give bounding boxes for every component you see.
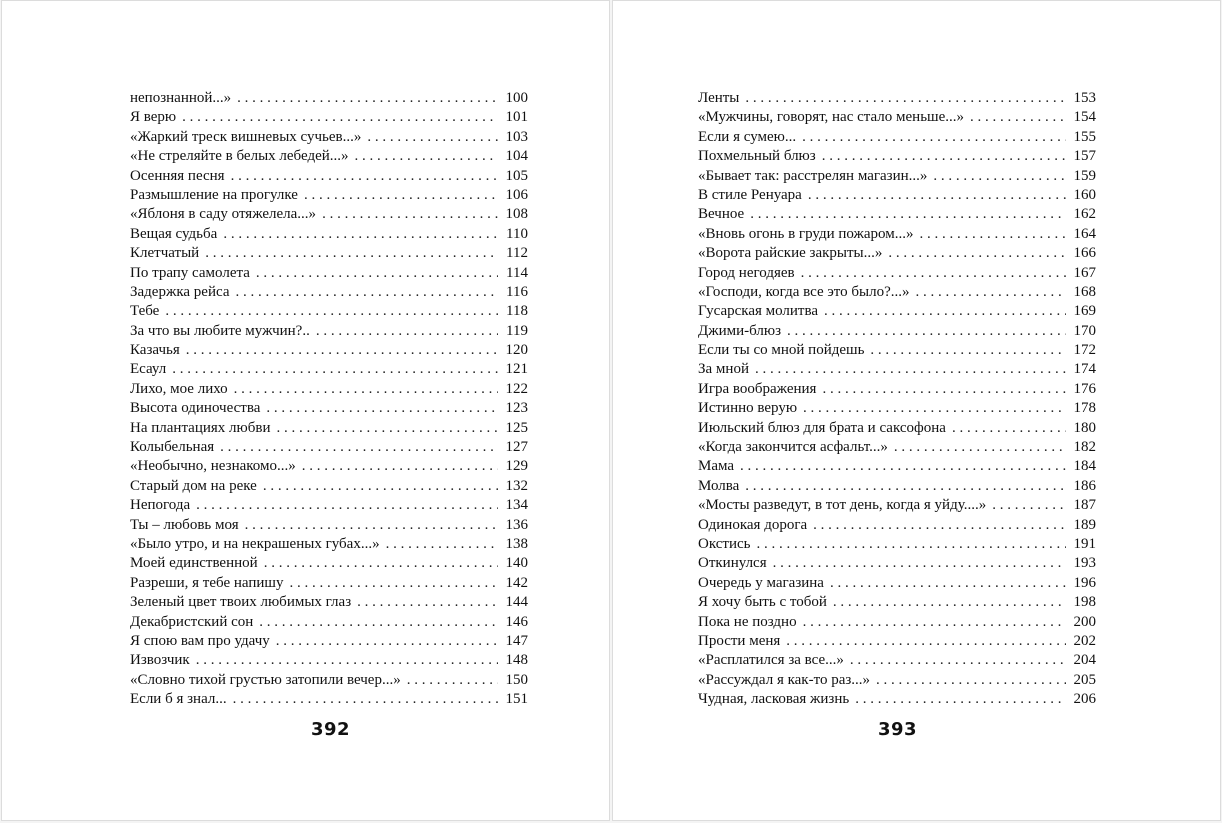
toc-entry-page: 140: [505, 555, 528, 572]
toc-entry-title: Есаул: [130, 361, 167, 378]
toc-entry-page: 182: [1073, 439, 1096, 456]
dot-leader: [822, 380, 1066, 399]
toc-entry: [698, 496, 1096, 515]
dot-leader: [757, 535, 1067, 554]
toc-entry-title: непознанной...»: [130, 90, 232, 106]
toc-entry-title: Одинокая дорога: [698, 516, 808, 533]
dot-leader: [235, 283, 498, 302]
toc-entry-title: «Яблоня в саду отяжелела...»: [130, 206, 317, 223]
dot-leader: [803, 399, 1066, 418]
toc-entry-title: Размышление на прогулке: [130, 186, 298, 203]
toc-entry-page: 178: [1073, 400, 1096, 417]
toc-entry-title: Похмельный блюз: [698, 148, 816, 165]
right-page: [612, 0, 1221, 821]
toc-entry: [698, 341, 1096, 360]
dot-leader: [916, 283, 1066, 302]
toc-entry-title: Откинулся: [698, 555, 767, 572]
toc-entry-title: «Вновь огонь в груди пожаром...»: [698, 225, 914, 242]
toc-entry-title: «Ворота райские закрыты...»: [698, 245, 883, 262]
toc-entry-page: 119: [506, 322, 528, 339]
toc-entry-title: Ты – любовь моя: [130, 516, 239, 533]
toc-entry: [130, 186, 528, 205]
dot-leader: [773, 554, 1066, 573]
toc-entry-title: Высота одиночества: [130, 400, 261, 417]
toc-entry-title: «Не стреляйте в белых лебедей...»: [130, 148, 349, 165]
dot-leader: [237, 89, 498, 108]
toc-entry-title: Вечное: [698, 206, 745, 223]
toc-entry-title: «Было утро, и на некрашеных губах...»: [130, 535, 380, 552]
toc-entry: [698, 89, 1096, 108]
toc-entry: [130, 380, 528, 399]
toc-entry: [130, 613, 528, 632]
toc-entry-page: 105: [505, 167, 528, 184]
toc-entry-page: 116: [506, 283, 528, 300]
toc-entry: [698, 167, 1096, 186]
dot-leader: [316, 322, 498, 341]
toc-entry: [130, 302, 528, 321]
toc-entry-page: 120: [505, 342, 528, 359]
dot-leader: [182, 108, 498, 127]
toc-entry-title: Колыбельная: [130, 439, 215, 456]
toc-entry-page: 148: [505, 652, 528, 669]
dot-leader: [740, 457, 1066, 476]
toc-entry: [698, 380, 1096, 399]
toc-entry-page: 204: [1073, 652, 1096, 669]
dot-leader: [855, 690, 1066, 709]
toc-entry-title: Прости меня: [698, 632, 781, 649]
toc-entry: [698, 360, 1096, 379]
toc-entry: [698, 128, 1096, 147]
dot-leader: [220, 438, 498, 457]
dot-leader: [870, 341, 1066, 360]
toc-entry-page: 147: [505, 632, 528, 649]
toc-entry-title: Я хочу быть с тобой: [698, 594, 827, 611]
dot-leader: [813, 516, 1066, 535]
dot-leader: [992, 496, 1066, 515]
toc-entry-title: За мной: [698, 361, 749, 378]
toc-entry: [130, 360, 528, 379]
toc-entry-title: Молва: [698, 477, 740, 494]
toc-entry-title: Мама: [698, 458, 735, 475]
toc-entry-title: Окстись: [698, 535, 751, 552]
toc-entry-page: 167: [1073, 264, 1096, 281]
toc-entry-page: 108: [505, 206, 528, 223]
toc-entry-page: 155: [1073, 128, 1096, 145]
toc-entry-title: Извозчик: [130, 652, 190, 669]
toc-entry-page: 150: [505, 671, 528, 688]
toc-entry-title: На плантациях любви: [130, 419, 271, 436]
toc-entry-title: Чудная, ласковая жизнь: [698, 691, 850, 708]
toc-entry: [698, 302, 1096, 321]
toc-entry-page: 191: [1073, 535, 1096, 552]
toc-entry-title: «Рассуждал я как-то раз...»: [698, 671, 871, 688]
dot-leader: [801, 264, 1066, 283]
toc-entry-page: 184: [1073, 458, 1096, 475]
toc-entry: [130, 671, 528, 690]
toc-entry-title: Казачья: [130, 342, 180, 359]
toc-entry-title: Очередь у магазина: [698, 574, 824, 591]
toc-entry-page: 106: [505, 186, 528, 203]
toc-entry-page: 129: [505, 458, 528, 475]
toc-entry: [130, 167, 528, 186]
toc-entry-title: Задержка рейса: [130, 283, 230, 300]
dot-leader: [824, 302, 1066, 321]
toc-entry-page: 112: [506, 245, 528, 262]
toc-entry-page: 118: [506, 303, 528, 320]
toc-entry: [698, 147, 1096, 166]
toc-entry: [698, 690, 1096, 709]
toc-entry-title: «Когда закончится асфальт...»: [698, 439, 888, 456]
toc-entry-page: 127: [505, 439, 528, 456]
dot-leader: [970, 108, 1066, 127]
toc-entry-page: 100: [505, 90, 528, 106]
toc-entry: [130, 496, 528, 515]
toc-entry-page: 186: [1073, 477, 1096, 494]
toc-entry: [698, 671, 1096, 690]
toc-entry: [130, 128, 528, 147]
toc-entry: [130, 264, 528, 283]
toc-entry-page: 160: [1073, 186, 1096, 203]
toc-entry-page: 136: [505, 516, 528, 533]
dot-leader: [787, 322, 1066, 341]
toc-entry: [698, 186, 1096, 205]
dot-leader: [196, 651, 498, 670]
toc-entry-page: 101: [505, 109, 528, 126]
toc-entry: [698, 554, 1096, 573]
toc-list-left: [130, 89, 528, 710]
toc-entry: [130, 516, 528, 535]
toc-entry: [698, 225, 1096, 244]
dot-leader: [888, 244, 1066, 263]
toc-entry-page: 153: [1073, 90, 1096, 106]
dot-leader: [745, 89, 1066, 108]
toc-entry-page: 146: [505, 613, 528, 630]
dot-leader: [808, 186, 1066, 205]
toc-entry-page: 110: [506, 225, 528, 242]
toc-entry-title: Истинно верую: [698, 400, 798, 417]
toc-entry-title: «Необычно, незнакомо...»: [130, 458, 296, 475]
toc-entry: [698, 574, 1096, 593]
toc-entry-page: 168: [1073, 283, 1096, 300]
toc-entry: [130, 205, 528, 224]
dot-leader: [802, 128, 1066, 147]
dot-leader: [876, 671, 1066, 690]
toc-entry-page: 162: [1073, 206, 1096, 223]
dot-leader: [233, 690, 498, 709]
dot-leader: [367, 128, 498, 147]
toc-entry-page: 196: [1073, 574, 1096, 591]
dot-leader: [822, 147, 1066, 166]
toc-entry-page: 198: [1073, 594, 1096, 611]
dot-leader: [850, 651, 1066, 670]
dot-leader: [833, 593, 1066, 612]
dot-leader: [933, 167, 1066, 186]
toc-entry: [698, 632, 1096, 651]
dot-leader: [755, 360, 1066, 379]
dot-leader: [165, 302, 498, 321]
toc-entry: [130, 108, 528, 127]
toc-entry-title: Город негодяев: [698, 264, 795, 281]
toc-entry-page: 164: [1073, 225, 1096, 242]
toc-entry: [130, 554, 528, 573]
toc-entry-title: «Мужчины, говорят, нас стало меньше...»: [698, 109, 965, 126]
dot-leader: [276, 632, 498, 651]
dot-leader: [355, 147, 498, 166]
page-number-right: 393: [878, 719, 918, 740]
toc-entry: [698, 419, 1096, 438]
dot-leader: [357, 593, 498, 612]
toc-entry: [130, 574, 528, 593]
toc-entry-title: Если б я знал...: [130, 691, 227, 708]
toc-entry-page: 121: [505, 361, 528, 378]
toc-entry-title: Старый дом на реке: [130, 477, 257, 494]
page-number-left: 392: [311, 719, 351, 740]
toc-entry-page: 134: [505, 497, 528, 514]
toc-entry-title: Игра воображения: [698, 380, 817, 397]
toc-entry: [130, 593, 528, 612]
toc-entry-title: «Словно тихой грустью затопили вечер...»: [130, 671, 401, 688]
toc-entry-title: Я верю: [130, 109, 177, 126]
toc-entry-page: 123: [505, 400, 528, 417]
toc-entry: [698, 244, 1096, 263]
toc-entry-page: 206: [1073, 691, 1096, 708]
dot-leader: [263, 477, 498, 496]
toc-entry: [130, 283, 528, 302]
dot-leader: [920, 225, 1067, 244]
toc-entry: [130, 651, 528, 670]
toc-entry-title: В стиле Ренуара: [698, 186, 802, 203]
toc-entry-title: «Расплатился за все...»: [698, 652, 844, 669]
toc-entry: [130, 399, 528, 418]
dot-leader: [256, 264, 498, 283]
dot-leader: [952, 419, 1066, 438]
toc-entry: [698, 264, 1096, 283]
dot-leader: [750, 205, 1066, 224]
toc-entry-page: 125: [505, 419, 528, 436]
toc-entry-title: За что вы любите мужчин?..: [130, 322, 310, 339]
dot-leader: [745, 477, 1066, 496]
toc-entry-page: 187: [1073, 497, 1096, 514]
toc-entry-title: Если ты со мной пойдешь: [698, 342, 865, 359]
toc-entry-title: Моей единственной: [130, 555, 258, 572]
toc-entry-title: «Мосты разведут, в тот день, когда я уйду....»: [698, 497, 987, 514]
dot-leader: [830, 574, 1066, 593]
toc-entry-page: 151: [505, 691, 528, 708]
toc-entry-title: Гусарская молитва: [698, 303, 819, 320]
toc-entry-title: Ленты: [698, 90, 740, 106]
toc-entry-title: Зеленый цвет твоих любимых глаз: [130, 594, 352, 611]
toc-entry: [130, 322, 528, 341]
toc-entry: [698, 593, 1096, 612]
dot-leader: [196, 496, 498, 515]
toc-entry: [698, 477, 1096, 496]
toc-entry: [130, 690, 528, 709]
dot-leader: [386, 535, 498, 554]
toc-entry-title: «Жаркий треск вишневых сучьев...»: [130, 128, 362, 145]
toc-entry: [698, 457, 1096, 476]
toc-entry-page: 157: [1073, 148, 1096, 165]
toc-entry: [130, 477, 528, 496]
toc-entry-page: 202: [1073, 632, 1096, 649]
toc-entry-title: Я спою вам про удачу: [130, 632, 270, 649]
toc-entry-title: Лихо, мое лихо: [130, 380, 228, 397]
toc-entry: [698, 205, 1096, 224]
toc-entry-page: 114: [506, 264, 528, 281]
toc-entry: [130, 244, 528, 263]
toc-entry: [130, 535, 528, 554]
toc-entry: [698, 322, 1096, 341]
toc-entry-page: 189: [1073, 516, 1096, 533]
toc-entry: [130, 225, 528, 244]
toc-list-right: [698, 89, 1096, 710]
dot-leader: [304, 186, 498, 205]
toc-entry-page: 132: [505, 477, 528, 494]
toc-entry-page: 200: [1073, 613, 1096, 630]
left-page: [1, 0, 610, 821]
toc-entry: [130, 632, 528, 651]
toc-entry-title: Если я сумею...: [698, 128, 797, 145]
toc-entry-page: 122: [505, 380, 528, 397]
dot-leader: [231, 167, 498, 186]
toc-entry-title: Вещая судьба: [130, 225, 218, 242]
toc-entry-title: «Господи, когда все это было?...»: [698, 283, 910, 300]
dot-leader: [223, 225, 498, 244]
dot-leader: [289, 574, 498, 593]
toc-entry-page: 205: [1073, 671, 1096, 688]
toc-entry-title: Тебе: [130, 303, 160, 320]
dot-leader: [407, 671, 498, 690]
toc-entry: [698, 108, 1096, 127]
toc-entry: [698, 535, 1096, 554]
toc-entry-page: 142: [505, 574, 528, 591]
dot-leader: [172, 360, 498, 379]
toc-entry-title: Июльский блюз для брата и саксофона: [698, 419, 946, 436]
toc-entry: [130, 89, 528, 108]
toc-entry-title: Осенняя песня: [130, 167, 225, 184]
toc-entry: [698, 283, 1096, 302]
toc-entry-page: 154: [1073, 109, 1096, 126]
dot-leader: [322, 205, 498, 224]
toc-entry-page: 166: [1073, 245, 1096, 262]
toc-entry: [130, 341, 528, 360]
toc-entry-page: 138: [505, 535, 528, 552]
toc-entry-page: 180: [1073, 419, 1096, 436]
toc-entry-page: 172: [1073, 342, 1096, 359]
dot-leader: [186, 341, 498, 360]
toc-entry: [698, 516, 1096, 535]
toc-entry-page: 193: [1073, 555, 1096, 572]
toc-entry-title: Джими-блюз: [698, 322, 782, 339]
toc-entry-title: Разреши, я тебе напишу: [130, 574, 284, 591]
dot-leader: [786, 632, 1066, 651]
dot-leader: [266, 399, 498, 418]
toc-entry-title: Декабристский сон: [130, 613, 254, 630]
toc-entry-page: 103: [505, 128, 528, 145]
dot-leader: [803, 613, 1066, 632]
toc-entry-page: 170: [1073, 322, 1096, 339]
dot-leader: [234, 380, 498, 399]
toc-entry: [698, 613, 1096, 632]
dot-leader: [245, 516, 498, 535]
toc-entry: [130, 419, 528, 438]
toc-entry: [130, 147, 528, 166]
toc-entry: [130, 438, 528, 457]
dot-leader: [259, 613, 498, 632]
toc-entry-page: 176: [1073, 380, 1096, 397]
dot-leader: [302, 457, 498, 476]
toc-entry: [698, 651, 1096, 670]
toc-entry: [130, 457, 528, 476]
toc-entry-title: Непогода: [130, 497, 191, 514]
dot-leader: [264, 554, 498, 573]
toc-entry-title: Клетчатый: [130, 245, 200, 262]
toc-entry-page: 169: [1073, 303, 1096, 320]
toc-entry-title: Пока не поздно: [698, 613, 797, 630]
toc-entry-page: 174: [1073, 361, 1096, 378]
dot-leader: [894, 438, 1066, 457]
toc-entry-page: 159: [1073, 167, 1096, 184]
toc-entry-page: 104: [505, 148, 528, 165]
toc-entry: [698, 399, 1096, 418]
toc-entry-title: «Бывает так: расстрелян магазин...»: [698, 167, 928, 184]
dot-leader: [205, 244, 498, 263]
toc-entry: [698, 438, 1096, 457]
dot-leader: [276, 419, 498, 438]
toc-entry-page: 144: [505, 594, 528, 611]
toc-entry-title: По трапу самолета: [130, 264, 250, 281]
